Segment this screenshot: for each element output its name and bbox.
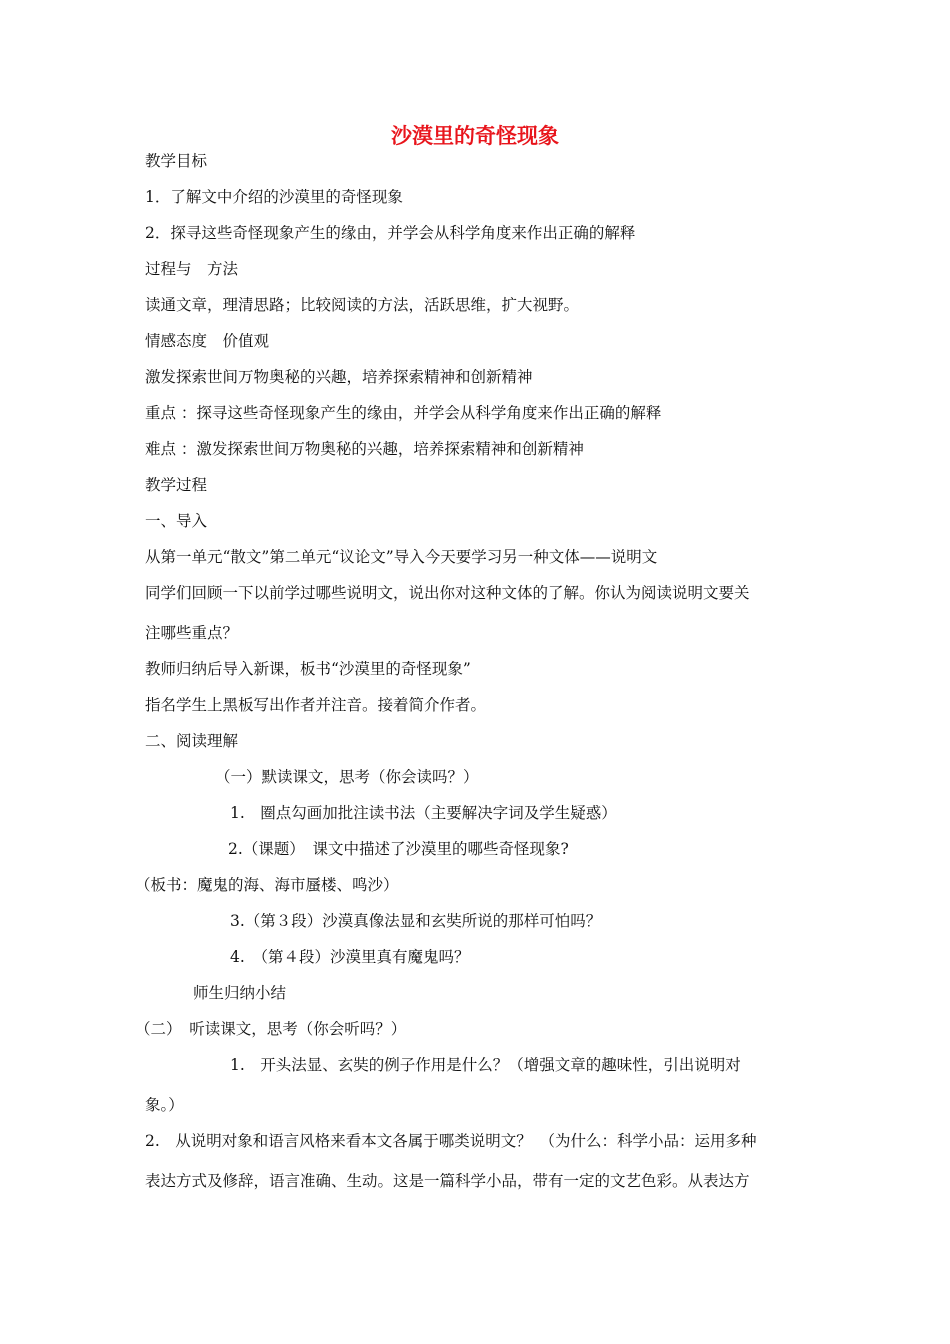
intro-paragraph-2-line-1: 同学们回顾一下以前学过哪些说明文，说出你对这种文体的了解。你认为阅读说明文要关: [145, 584, 750, 602]
listening-task-1-line-1: 1. 开头法显、玄奘的例子作用是什么？（增强文章的趣味性，引出说明对: [230, 1056, 741, 1074]
reading-task-4: 4. （第４段）沙漠里真有魔鬼吗？: [230, 948, 470, 966]
difficult-point: 难点 ：激发探索世间万物奥秘的兴趣，培养探索精神和创新精神: [145, 440, 584, 458]
heading-teaching-process: 教学过程: [145, 476, 208, 494]
goal-item-1: 1．了解文中介绍的沙漠里的奇怪现象: [145, 188, 403, 206]
heading-process-method: 过程与 方法: [145, 260, 239, 278]
intro-paragraph-4: 指名学生上黑板写出作者并注音。接着简介作者。: [145, 696, 487, 714]
goal-item-2: 2．探寻这些奇怪现象产生的缘由，并学会从科学角度来作出正确的解释: [145, 224, 636, 242]
listening-task-2-line-1: 2. 从说明对象和语言风格来看本文各属于哪类说明文？ （为什么：科学小品：运用多种: [145, 1132, 757, 1150]
summary-note: 师生归纳小结: [193, 984, 287, 1002]
subsection-2-heading: （二） 听读课文，思考（你会听吗？）: [135, 1020, 407, 1038]
reading-task-3: 3.（第３段）沙漠真像法显和玄奘所说的那样可怕吗？: [230, 912, 602, 930]
intro-paragraph-3: 教师归纳后导入新课，板书“沙漠里的奇怪现象”: [145, 660, 471, 678]
listening-task-2-line-2: 表达方式及修辞，语言准确、生动。这是一篇科学小品，带有一定的文艺色彩。从表达方: [145, 1172, 750, 1190]
key-point: 重点 ：探寻这些奇怪现象产生的缘由，并学会从科学角度来作出正确的解释: [145, 404, 662, 422]
board-note: （板书：魔鬼的海、海市蜃楼、鸣沙）: [135, 876, 399, 894]
document-title: 沙漠里的奇怪现象: [391, 124, 559, 148]
heading-emotion-values: 情感态度 价值观: [145, 332, 270, 350]
section-1-heading: 一、导入: [145, 512, 208, 530]
intro-paragraph-1: 从第一单元“散文”第二单元“议论文”导入今天要学习另一种文体——说明文: [145, 548, 658, 566]
process-method-text: 读通文章，理清思路；比较阅读的方法，活跃思维，扩大视野。: [145, 296, 580, 314]
reading-task-1: 1. 圈点勾画加批注读书法（主要解决字词及学生疑惑）: [230, 804, 617, 822]
subsection-1-heading: （一）默读课文，思考（你会读吗？）: [215, 768, 479, 786]
section-2-heading: 二、阅读理解: [145, 732, 239, 750]
intro-paragraph-2-line-2: 注哪些重点？: [145, 624, 239, 642]
reading-task-2: 2.（课题） 课文中描述了沙漠里的哪些奇怪现象?: [228, 840, 569, 858]
emotion-values-text: 激发探索世间万物奥秘的兴趣，培养探索精神和创新精神: [145, 368, 533, 386]
listening-task-1-line-2: 象。）: [145, 1096, 184, 1114]
heading-teaching-goals: 教学目标: [145, 152, 208, 170]
